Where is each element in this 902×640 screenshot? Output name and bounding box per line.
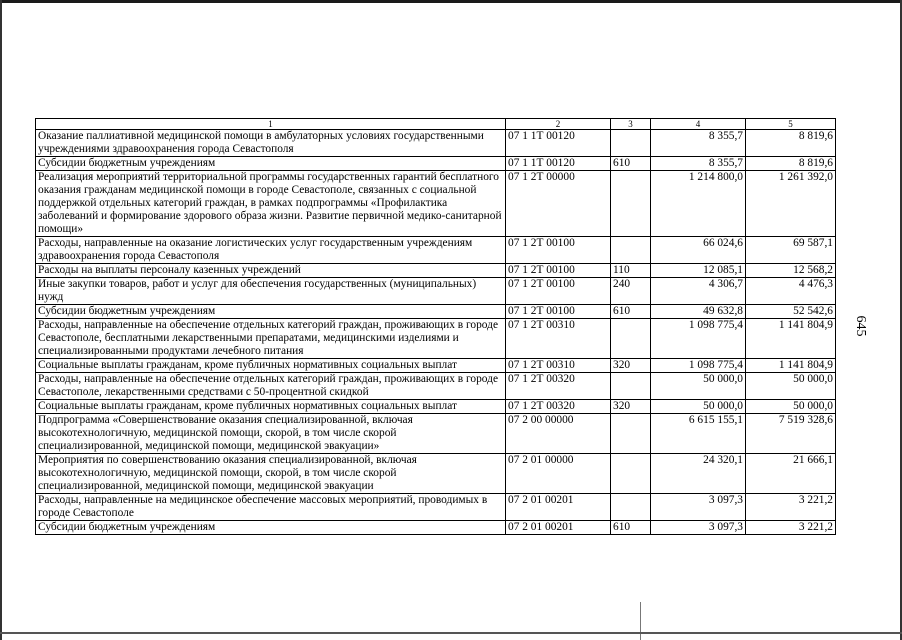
row-expense-type [611, 237, 651, 264]
column-number-1: 1 [36, 119, 506, 130]
row-code: 07 2 01 00201 [506, 521, 611, 535]
table-row [36, 373, 836, 400]
table-row [36, 305, 836, 319]
row-amount-col4: 50 000,0 [651, 373, 746, 400]
row-description: Расходы, направленные на обеспечение отдельных категорий граждан, проживающих в городе Севастополе, бесплатными лекарственными препаратами, медицинскими изделиями и специализированными продуктами лечебного питания [36, 319, 506, 359]
row-description: Социальные выплаты гражданам, кроме публичных нормативных социальных выплат [36, 359, 506, 373]
row-expense-type: 110 [611, 264, 651, 278]
table-row [36, 359, 836, 373]
column-number-2: 2 [506, 119, 611, 130]
bottom-rule [0, 632, 902, 634]
row-amount-col5: 21 666,1 [746, 454, 836, 494]
row-description: Субсидии бюджетным учреждениям [36, 521, 506, 535]
row-description: Социальные выплаты гражданам, кроме публичных нормативных социальных выплат [36, 400, 506, 414]
row-description: Подпрограмма «Совершенствование оказания специализированной, включая высокотехнологичную, медицинской помощи, скорой, в том числе скорой специализированной, медицинской помощи, медицинской эвакуации» [36, 414, 506, 454]
row-amount-col5: 4 476,3 [746, 278, 836, 305]
row-expense-type: 610 [611, 521, 651, 535]
row-expense-type: 610 [611, 157, 651, 171]
row-amount-col4: 6 615 155,1 [651, 414, 746, 454]
row-code: 07 2 00 00000 [506, 414, 611, 454]
row-description: Расходы на выплаты персоналу казенных учреждений [36, 264, 506, 278]
row-description: Субсидии бюджетным учреждениям [36, 157, 506, 171]
row-amount-col4: 1 214 800,0 [651, 171, 746, 237]
table-row [36, 130, 836, 157]
row-amount-col4: 1 098 775,4 [651, 319, 746, 359]
row-code: 07 1 2Т 00100 [506, 278, 611, 305]
row-amount-col4: 50 000,0 [651, 400, 746, 414]
table-row [36, 237, 836, 264]
row-expense-type [611, 130, 651, 157]
row-amount-col5: 50 000,0 [746, 373, 836, 400]
row-description: Мероприятия по совершенствованию оказания специализированной, включая высокотехнологичную, медицинской помощи, скорой, в том числе скорой специализированной, медицинской помощи, медицинской эвакуации [36, 454, 506, 494]
row-code: 07 1 1Т 00120 [506, 157, 611, 171]
page-number: 645 [853, 315, 868, 337]
row-expense-type [611, 171, 651, 237]
row-amount-col4: 3 097,3 [651, 494, 746, 521]
row-code: 07 1 2Т 00310 [506, 359, 611, 373]
row-amount-col5: 3 221,2 [746, 494, 836, 521]
row-code: 07 1 2Т 00310 [506, 319, 611, 359]
row-amount-col5: 52 542,6 [746, 305, 836, 319]
column-number-3: 3 [611, 119, 651, 130]
row-description: Субсидии бюджетным учреждениям [36, 305, 506, 319]
row-amount-col5: 69 587,1 [746, 237, 836, 264]
row-amount-col4: 8 355,7 [651, 130, 746, 157]
row-amount-col4: 4 306,7 [651, 278, 746, 305]
row-code: 07 1 1Т 00120 [506, 130, 611, 157]
row-expense-type: 320 [611, 359, 651, 373]
row-code: 07 1 2Т 00320 [506, 400, 611, 414]
column-number-4: 4 [651, 119, 746, 130]
row-code: 07 1 2Т 00000 [506, 171, 611, 237]
row-expense-type [611, 454, 651, 494]
row-amount-col4: 24 320,1 [651, 454, 746, 494]
row-amount-col4: 1 098 775,4 [651, 359, 746, 373]
table-row [36, 157, 836, 171]
row-amount-col5: 7 519 328,6 [746, 414, 836, 454]
row-code: 07 2 01 00000 [506, 454, 611, 494]
row-code: 07 1 2Т 00100 [506, 237, 611, 264]
table-row [36, 454, 836, 494]
row-code: 07 1 2Т 00100 [506, 305, 611, 319]
row-amount-col4: 3 097,3 [651, 521, 746, 535]
row-expense-type: 320 [611, 400, 651, 414]
row-code: 07 1 2Т 00320 [506, 373, 611, 400]
page-top-edge [0, 0, 902, 3]
row-amount-col5: 1 261 392,0 [746, 171, 836, 237]
row-amount-col5: 8 819,6 [746, 157, 836, 171]
table-row [36, 171, 836, 237]
column-number-row [36, 119, 836, 130]
row-amount-col5: 1 141 804,9 [746, 359, 836, 373]
row-amount-col4: 12 085,1 [651, 264, 746, 278]
row-description: Расходы, направленные на обеспечение отдельных категорий граждан, проживающих в городе Севастополе, лекарственными средствами с 50-процентной скидкой [36, 373, 506, 400]
row-description: Расходы, направленные на медицинское обеспечение массовых мероприятий, проводимых в городе Севастополе [36, 494, 506, 521]
row-amount-col4: 49 632,8 [651, 305, 746, 319]
row-amount-col4: 66 024,6 [651, 237, 746, 264]
row-code: 07 1 2Т 00100 [506, 264, 611, 278]
row-expense-type: 610 [611, 305, 651, 319]
row-code: 07 2 01 00201 [506, 494, 611, 521]
table-row [36, 278, 836, 305]
row-description: Реализация мероприятий территориальной программы государственных гарантий бесплатного оказания гражданам медицинской помощи в городе Севастополе, связанных с социальной поддержкой отдельных категорий граждан, в рамках подпрограммы «Профилактика заболеваний и формирование здорового образа жизни. Развитие первичной медико-санитарной помощи» [36, 171, 506, 237]
row-amount-col5: 1 141 804,9 [746, 319, 836, 359]
bottom-margin-mark [640, 602, 641, 640]
row-expense-type [611, 373, 651, 400]
table-row [36, 400, 836, 414]
page-left-edge [0, 0, 2, 640]
row-amount-col5: 3 221,2 [746, 521, 836, 535]
row-description: Оказание паллиативной медицинской помощи в амбулаторных условиях государственными учреждениями здравоохранения города Севастополя [36, 130, 506, 157]
budget-table-body [36, 119, 836, 535]
row-amount-col5: 8 819,6 [746, 130, 836, 157]
table-row [36, 319, 836, 359]
row-expense-type [611, 494, 651, 521]
column-number-5: 5 [746, 119, 836, 130]
table-row [36, 414, 836, 454]
row-description: Иные закупки товаров, работ и услуг для обеспечения государственных (муниципальных) нужд [36, 278, 506, 305]
row-expense-type [611, 414, 651, 454]
row-description: Расходы, направленные на оказание логистических услуг государственным учреждениям здравоохранения города Севастополя [36, 237, 506, 264]
budget-table [35, 118, 836, 535]
row-expense-type: 240 [611, 278, 651, 305]
table-row [36, 264, 836, 278]
row-amount-col4: 8 355,7 [651, 157, 746, 171]
table-row [36, 521, 836, 535]
row-expense-type [611, 319, 651, 359]
row-amount-col5: 50 000,0 [746, 400, 836, 414]
table-row [36, 494, 836, 521]
row-amount-col5: 12 568,2 [746, 264, 836, 278]
